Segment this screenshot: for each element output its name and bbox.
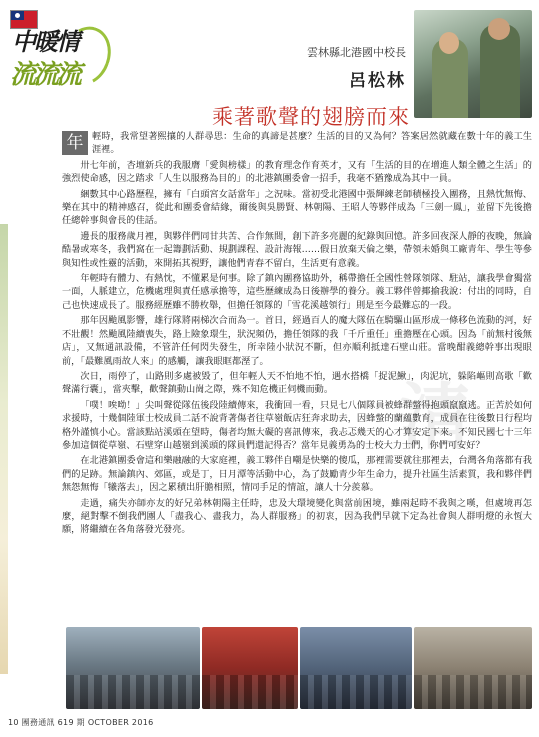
photo-crowd: [300, 675, 412, 709]
column-logo: [8, 18, 108, 98]
paragraph: [62, 130, 532, 157]
article-body: [62, 130, 532, 539]
decorative-side-bar: [0, 224, 8, 674]
photo-head-left: [439, 32, 459, 54]
logo-text-line1: 中暖情: [12, 27, 78, 56]
photo-crowd: [414, 675, 532, 709]
photo-crowd: [66, 675, 200, 709]
event-photo-3: [300, 627, 412, 709]
article-title: 乘著歌聲的翅膀而來: [212, 105, 410, 129]
drop-cap: 年: [62, 131, 88, 155]
paragraph: 次日，雨停了，山路則多處被毀了，但年輕人天不怕地不怕，遇水搭橋「捉泥鰍」，肉泥坑，躲陷嶇則高歌「歡聲滿行囊」，當夾擊，歡聲鎮動山崗之際，殊不知危機正伺機而動。: [62, 370, 532, 396]
paragraph: 年輕時有體力、有熱忱，不懂累是何事。除了鎮內團務協助外，稱帶擔任全國性營隊領隊、駐站，讓我學會獨當一面，人脈建立，危機處理與責任感承擔等，這些歷練成為日後辦學的養分。義工夥伴曾揶揄我說：付出的同時，自己也快速成長了。服務經歷雖不勝枚舉，但擔任領隊的「雪花溪越領行」則是至今最難忘的一段。: [62, 273, 532, 311]
paragraph: 在北港鎮團委會這和樂融融的大家庭裡，義工夥伴自嘲是快樂的傻瓜，那裡需要就往那裡去，台灣各角落都有我們的足跡。無論鎮內、郊區，或是丁，日月潭等活動中心，為了鼓勵青少年生命力，提升社區生活素質，我和夥伴們無怨無悔「犧落去」，因之累積出肝膽相照，情同手足的情誼，讓人十分羨慕。: [62, 455, 532, 494]
event-photo-2: [202, 627, 298, 709]
logo-text-line2: 流流流: [10, 60, 80, 90]
photo-head-right: [488, 18, 510, 40]
author-name: 呂松林: [349, 71, 406, 91]
paragraph: 卅七年前，杏壇新兵的我服膺「愛與榜樣」的教育理念作育英才，又有「生活的目的在增進人類全體之生活」的強烈使命感，因之踏求「人生以服務為目的」的北港鎮團委會一招手，我毫不猶豫成為其中一員。: [62, 159, 532, 185]
paragraph: 那年因颱風影響，雄行隊將兩梯次合而為一。首日，經過百人的魔大隊伍在騎驅山區形成一條移色流動的河，好不壯觀！然颱風陸續喪失，路上險象環生，狀況頻仍，擔任領隊的我「千斤重任」重擔壓在心頭。因為「前無村後無店」，又無通訊設備，不管許任何閃失發生，所幸陸小狀況不斷，但亦順利抵達石壁山莊。當晚酣義總幹事出現眼前，「最難風雨故人來」的感觸，讓我眼眶都溼了。: [62, 315, 532, 367]
paragraph: 走過，痛失亦師亦友的好兄弟林朝陽主任時，忠及大環境變化與當前困境，雖兩起時不我與之嘆，但處境再怎麼，絕對擊不倒我們團人「盡我心、盡我力，為人群服務」的初衷，因為我們早就下定為社會與人群明燈的永恆大願，將繼續在各角落發光發亮。: [62, 497, 532, 536]
paragraph: 邊長的服務歲月裡，與夥伴們同甘共苦、合作無間，創下許多亮麗的紀錄與回憶。許多回夜深人靜的夜晚，無論酷暑或寒冬，我們窩在一起籌劃活動、規劃課程、設計海報……假日放棄天倫之樂，帶領未婚與工廠青年、學生等參與知性或性靈的活動，來開拓其視野，讓他們青春不留白，生活更有意義。: [62, 230, 532, 269]
paragraph: 綑數其中心路歷程，擁有「白頭宮女話當年」之況味。當初受北港國中張輝練老師積極投入團務，且熱忱無悔、樂在其中的精神感召，從此和團委會結緣，爾後與吳勝賢、林朝陽、王昭人等夥伴成為「三劍一鳳」，並留下先後擔任總幹事與會長的佳話。: [62, 188, 532, 227]
event-photo-4: [414, 627, 532, 709]
photo-crowd: [202, 675, 298, 709]
author-byline: 雲林縣北港國中校長: [307, 46, 406, 59]
author-photo: [414, 10, 532, 118]
paragraph: 「噗！唉呦！」尖叫聲從隊伍後段陸續傳來，我衝回一看，只見七八個隊員被蜂群螫得抱頭竄竄逃。正苦於如何求援時，十幾個陸軍士校成員二話不說背著傷者往草嶺飯店狂奔求助去，因蜂螫的蘭蘊數育，成員在往後數日行程均格外謹慎小心。當該點站溪頭在望時，傷者均無大礙的喜訊傳來，我忐忑幾天的心才算安定下來。不知民國七十三年參加這個從草嶺、石壁穿山越嶺到溪頭的隊員們還記得否？當年見義勇為的士校大力士們，你們可安好？: [62, 399, 532, 451]
page-footer: 10 團務通訊 619 期 OCTOBER 2016: [8, 718, 154, 727]
event-photo-1: [66, 627, 200, 709]
background-watermark: 清: [400, 374, 473, 459]
paragraph-text: 輕時，我常望著熙攘的人群尋思：生命的真諦是甚麼？生活的目的又為何？答案居然就藏在數十年的義工生涯裡。: [92, 131, 532, 156]
